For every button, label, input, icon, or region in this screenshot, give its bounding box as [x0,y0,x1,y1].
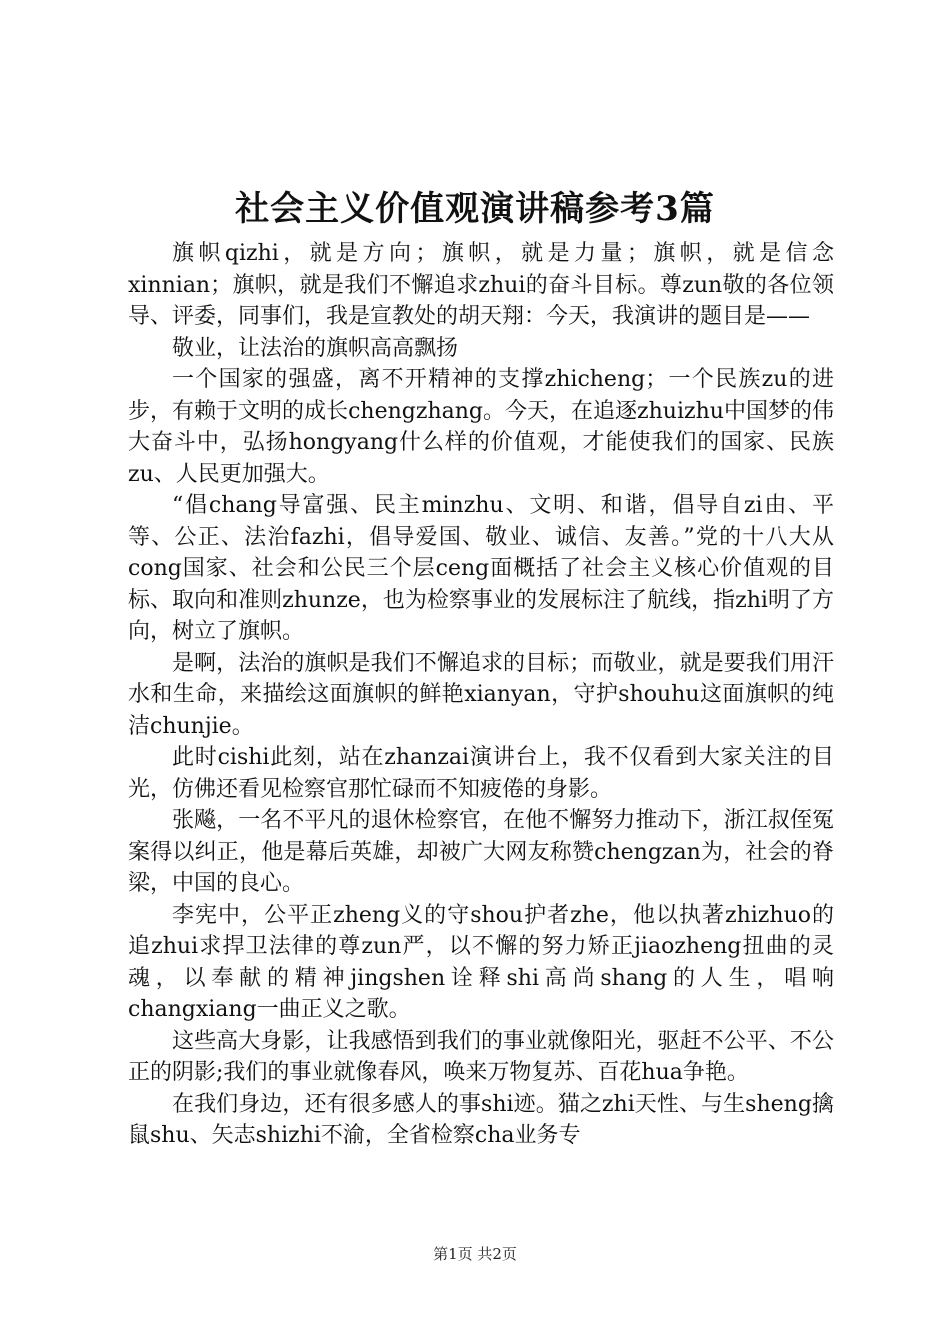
paragraph: 是啊，法治的旗帜是我们不懈追求的目标；而敬业，就是要我们用汗水和生命，来描绘这面旗帜的鲜艳xianyan，守护shouhu这面旗帜的纯洁chunjie。 [128,650,834,739]
paragraph: 此时cishi此刻，站在zhanzai演讲台上，我不仅看到大家关注的目光，仿佛还看见检察官那忙碌而不知疲倦的身影。 [128,745,834,802]
paragraph: “倡chang导富强、民主minzhu、文明、和谐，倡导自zi由、平等、公正、法治fazhi，倡导爱国、敬业、诚信、友善。”党的十八大从cong国家、社会和公民三个层ceng面概括了社会主义核心价值观的目标、取向和准则zhunze，也为检察事业的发展标注了航线，指zhi明了方向，树立了旗帜。 [128,493,834,644]
paragraph: 在我们身边，还有很多感人的事shi迹。猫之zhi天性、与生sheng擒鼠shu、矢志shizhi不渝，全省检察cha业务专 [128,1091,834,1148]
paragraph: 旗帜qizhi，就是方向；旗帜，就是力量；旗帜，就是信念xinnian；旗帜，就是我们不懈追求zhui的奋斗目标。尊zun敬的各位领导、评委，同事们，我是宣教处的胡天翔：今天，我演讲的题目是—— [128,241,834,329]
speech-topic: 敬业，让法治的旗帜高高飘扬 [172,335,459,361]
paragraph: 一个国家的强盛，离不开精神的支撑zhicheng；一个民族zu的进步，有赖于文明的成长chengzhang。今天，在追逐zhuizhu中国梦的伟大奋斗中，弘扬hongyang什么样的价值观，才能使我们的国家、民族zu、人民更加强大。 [128,367,834,487]
paragraph: 这些高大身影，让我感悟到我们的事业就像阳光，驱赶不公平、不公正的阴影;我们的事业就像春风，唤来万物复苏、百花hua争艳。 [128,1028,834,1085]
page-number-footer: 第1页 共2页 [433,1245,517,1263]
document-body [128,238,834,1152]
document-title: 社会主义价值观演讲稿参考3篇 [235,189,715,229]
paragraph: 张飚，一名不平凡的退休检察官，在他不懈努力推动下，浙江叔侄冤案得以纠正，他是幕后英雄，却被广大网友称赞chengzan为，社会的脊梁，中国的良心。 [128,808,834,896]
paragraph: 李宪中，公平正zheng义的守shou护者zhe，他以执著zhizhuo的追zhui求捍卫法律的尊zun严，以不懈的努力矫正jiaozheng扭曲的灵魂，以奉献的精神jingshen诠释shi高尚shang的人生，唱响changxiang一曲正义之歌。 [128,902,834,1022]
